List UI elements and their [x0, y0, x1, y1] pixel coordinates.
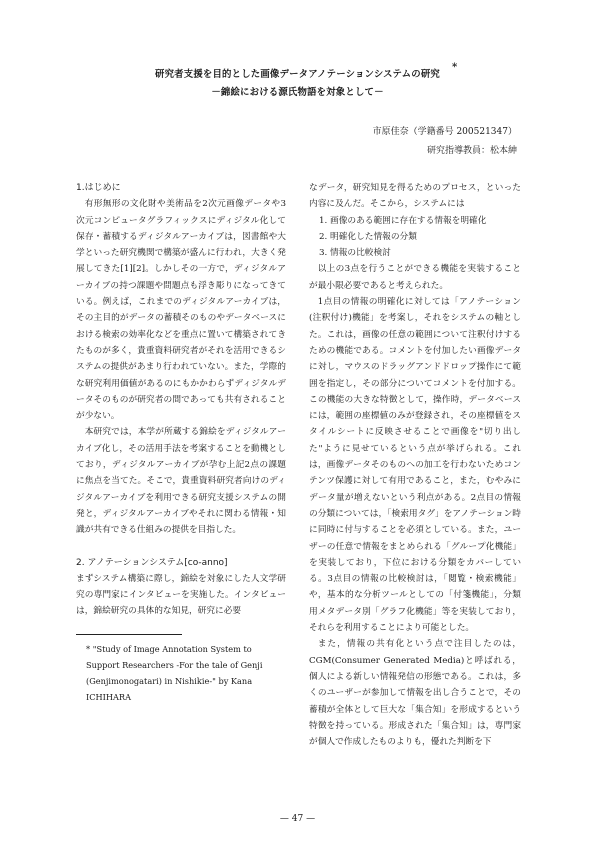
left-column	[76, 180, 286, 620]
section-heading-introduction: 1.はじめに	[76, 183, 121, 193]
title-footnote-mark: *	[452, 62, 458, 73]
list-item: 2. 明確化した情報の分類	[319, 231, 417, 242]
footnote: * "Study of Image Annotation System to Support Researchers -For the tale of Genji (Genjimonogatari) in Nishikie-" by Kana ICHIHARA	[86, 644, 263, 702]
list-item: 1. 画像のある範囲に存在する情報を明確化	[319, 215, 487, 226]
footnote-divider	[76, 634, 182, 635]
section-heading-annotation-system: 2. アノテーションシステム[co-anno]	[76, 557, 228, 568]
right-column	[309, 180, 521, 750]
system-paragraph-2: 以上の3点を行うことができる機能を実装することが最小限必要であると考えられた。	[309, 264, 521, 291]
list-item: 3. 情報の比較検討	[319, 248, 391, 259]
system-paragraph-1: まずシステム構築に際し，錦絵を対象にした人文学研究の専門家にインタビューを実施した。インタビューは，錦絵研究の具体的な知見，研究に必要	[76, 573, 286, 617]
system-paragraph-continued: なデータ，研究知見を得るためのプロセス，といった内容に及んだ。そこから，システムには	[309, 183, 521, 210]
system-paragraph-3: 1点目の情報の明確化に対しては「アノテーション(注釈付け)機能」を考案し，それをシステムの軸とした。これは，画像の任意の範囲について注釈付けするための機能である。コメントを付加したい画像データに対し，マウスのドラッグアンドドロップ操作にて範囲を指定し，その部分についてコメントを付加する。この機能の大きな特徴として，操作時，データベースには，範囲の座標値のみが登録され，その座標値をスタイルシートに反映させることで画像を"切り出した"ように見せているという点が挙げられる。これは，画像データそのものへの加工を行わないためコンテンツ保護に対して有用であること，また，むやみにデータ量が増えないという利点がある。2点目の情報の分類については，「検索用タグ」をアノテーション時に同時に付与することを必須としている。また，ユーザーの任意で情報をまとめられる「グループ化機能」を実装しており，下位における分類をカバーしている。3点目の情報の比較検討は，「閲覧・検索機能」や，基本的な分析ツールとしての「付箋機能」，分類用メタデータ別「グラフ化機能」等を実装しており，それらを利用することにより可能とした。	[309, 297, 521, 634]
page-number: — 47 —	[279, 814, 316, 824]
intro-paragraph-1: 有形無形の文化財や美術品を2次元画像データや3次元コンピュータグラフィックスにディジタル化して保存・蓄積するディジタルアーカイブは，図書館や大学といった研究機関で構築が盛んに行われ，大きく発展してきた[1][2]。しかしその一方で，ディジタルアーカイブの持つ課題や問題点も浮き彫りになってきている。例えば，これまでのディジタルアーカイブは，その主目的がデータの蓄積そのものやデータベースにおける検索の効率化などを重点に置いて構築されてきたものが多く，貴重資料研究者がそれを活用できるシステムの提供があまり行われていない。また，学際的な研究利用価値があるのにもかかわらずディジタルデータそのものが研究者の間であっても共有されることが少ない。	[76, 199, 286, 422]
advisor-line: 研究指導教員：松本紳	[426, 146, 517, 156]
system-paragraph-4: また，情報の共有化という点で注目したのは，CGM(Consumer Generated Media)と呼ばれる，個人による新しい情報発信の形態である。これは，多くのユーザーが参加して情報を出し合うことで，その蓄積が全体として巨大な「集合知」を形成するという特徴を持っている。形成された「集合知」は，専門家が個人で作成したものよりも，優れた判断を下	[309, 639, 521, 748]
paper-title-line2: －錦絵における源氏物語を対象として－	[211, 87, 384, 98]
author-line: 市原佳奈（学籍番号 200521347）	[372, 127, 517, 137]
paper-title-line1: 研究者支援を目的とした画像データアノテーションシステムの研究	[155, 69, 440, 80]
intro-paragraph-2: 本研究では，本学が所蔵する錦絵をディジタルアーカイブ化し，その活用手法を考案することを動機としており，ディジタルアーカイブが孕む上記2点の課題に焦点を当てた。そこで，貴重資料研究者向けのディジタルアーカイブを利用できる研究支援システムの開発と，ディジタルアーカイブやそれに関わる情報・知識が共有できる仕組みの提供を目指した。	[76, 427, 286, 536]
